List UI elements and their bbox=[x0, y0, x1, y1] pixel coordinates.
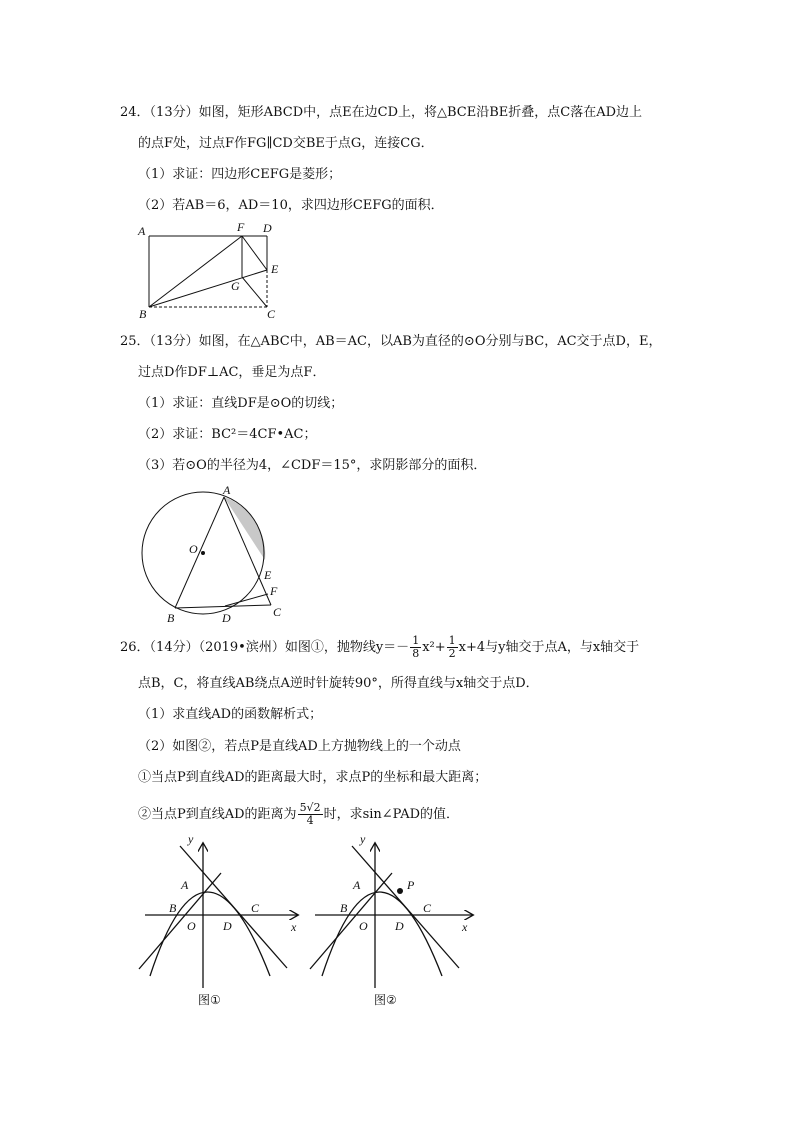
q24-seg-be bbox=[149, 270, 267, 307]
q26-stem-line1 bbox=[120, 635, 639, 661]
q26-f2-label-x: x bbox=[462, 920, 468, 934]
q26-frac-1-8 bbox=[410, 635, 421, 660]
q24-label-g: G bbox=[231, 279, 240, 293]
q26-stem-a: 26．（14分）（2019•滨州）如图①，抛物线y＝－ bbox=[120, 640, 410, 655]
q26-figure-2 bbox=[310, 832, 480, 1015]
q26-f1-label-d: D bbox=[223, 919, 232, 933]
q25-label-d: D bbox=[222, 611, 231, 625]
q26-stem-b: x²+ bbox=[422, 640, 446, 655]
q26-frac1-num: 1 bbox=[412, 634, 420, 647]
q26-sub2 bbox=[138, 798, 459, 832]
q24-seg-gc bbox=[242, 277, 267, 307]
q24-label-f: F bbox=[237, 220, 245, 234]
q26-stem-line2: 点B，C，将直线AB绕点A逆时针旋转90°，所得直线与x轴交于点D． bbox=[138, 676, 539, 691]
q26-sub1: ①当点P到直线AD的距离最大时，求点P的坐标和最大距离； bbox=[138, 770, 488, 785]
q26-frac-5root2-4 bbox=[298, 802, 323, 827]
q24-stem-line1: 24．（13分）如图，矩形ABCD中，点E在边CD上，将△BCE沿BE折叠，点C落在AD边上 bbox=[120, 105, 643, 120]
q25-label-a: A bbox=[223, 483, 231, 497]
q24-part1: （1）求证：四边形CEFG是菱形； bbox=[138, 167, 342, 182]
q26-sub2-a: ②当点P到直线AD的距离为 bbox=[138, 807, 297, 822]
q26-f1-label-b: B bbox=[169, 901, 177, 915]
q26-f2-caption: 图② bbox=[374, 993, 397, 1007]
q25-label-e: E bbox=[264, 568, 272, 582]
q26-frac2-den: 2 bbox=[448, 647, 456, 660]
q26-f2-line-ab bbox=[310, 873, 392, 969]
q24-label-c: C bbox=[267, 307, 276, 321]
q26-f1-label-o: O bbox=[187, 919, 196, 933]
q26-frac2-num: 1 bbox=[448, 634, 456, 647]
q26-f2-label-p: P bbox=[407, 878, 415, 892]
q25-part2: （2）求证：BC²＝4CF•AC； bbox=[138, 427, 317, 442]
q26-f1-label-c: C bbox=[251, 901, 260, 915]
q26-figure-1 bbox=[135, 832, 305, 1015]
q25-figure bbox=[138, 482, 298, 627]
q26-f2-label-c: C bbox=[423, 901, 432, 915]
q25-label-o: O bbox=[189, 542, 198, 556]
q25-part3: （3）若⊙O的半径为4，∠CDF＝15°，求阴影部分的面积． bbox=[138, 458, 487, 473]
q26-f2-label-b: B bbox=[340, 901, 348, 915]
q24-seg-bf bbox=[149, 236, 242, 307]
q25-label-c: C bbox=[273, 605, 282, 619]
q26-part1: （1）求直线AD的函数解析式； bbox=[138, 707, 323, 722]
q26-frac-1-2 bbox=[447, 635, 458, 660]
q25-seg-ab bbox=[175, 497, 224, 608]
q26-sub2-b: 时，求sin∠PAD的值． bbox=[323, 807, 460, 822]
q26-frac3-den: 4 bbox=[306, 814, 314, 827]
q26-f2-label-y: y bbox=[360, 832, 366, 846]
q24-label-b: B bbox=[139, 307, 147, 321]
q25-center-dot bbox=[201, 551, 205, 555]
q26-f2-point-p bbox=[397, 888, 403, 894]
q24-label-a: A bbox=[138, 224, 146, 238]
q26-f1-label-x: x bbox=[291, 920, 297, 934]
q25-seg-bc bbox=[175, 605, 271, 608]
q26-frac3-num: 5√2 bbox=[299, 801, 321, 814]
q24-stem-line2: 的点F处，过点F作FG∥CD交BE于点G，连接CG． bbox=[138, 136, 434, 151]
q26-f1-label-a: A bbox=[181, 878, 189, 892]
q26-f2-label-a: A bbox=[353, 878, 361, 892]
q25-stem-line1: 25．（13分）如图，在△ABC中，AB＝AC，以AB为直径的⊙O分别与BC，AC交于点D，E， bbox=[120, 334, 662, 349]
q24-label-d: D bbox=[263, 221, 272, 235]
q26-f1-label-y: y bbox=[188, 832, 194, 846]
q26-part2: （2）如图②，若点P是直线AD上方抛物线上的一个动点 bbox=[138, 739, 461, 754]
q26-frac1-den: 8 bbox=[412, 647, 420, 660]
q24-seg-fe bbox=[242, 236, 267, 270]
q25-label-f: F bbox=[270, 584, 278, 598]
q25-stem-line2: 过点D作DF⊥AC，垂足为点F． bbox=[138, 365, 326, 380]
q25-part1: （1）求证：直线DF是⊙O的切线； bbox=[138, 396, 344, 411]
q24-label-e: E bbox=[271, 262, 279, 276]
q26-stem-c: x+4与y轴交于点A，与x轴交于 bbox=[458, 640, 640, 655]
q26-f1-caption: 图① bbox=[198, 993, 221, 1007]
q26-f2-label-d: D bbox=[395, 919, 404, 933]
q26-f2-label-o: O bbox=[359, 919, 368, 933]
q25-label-b: B bbox=[167, 611, 175, 625]
q24-part2: （2）若AB＝6，AD＝10，求四边形CEFG的面积． bbox=[138, 198, 444, 213]
q26-f1-line-ab bbox=[139, 873, 221, 969]
q24-figure bbox=[138, 220, 298, 320]
